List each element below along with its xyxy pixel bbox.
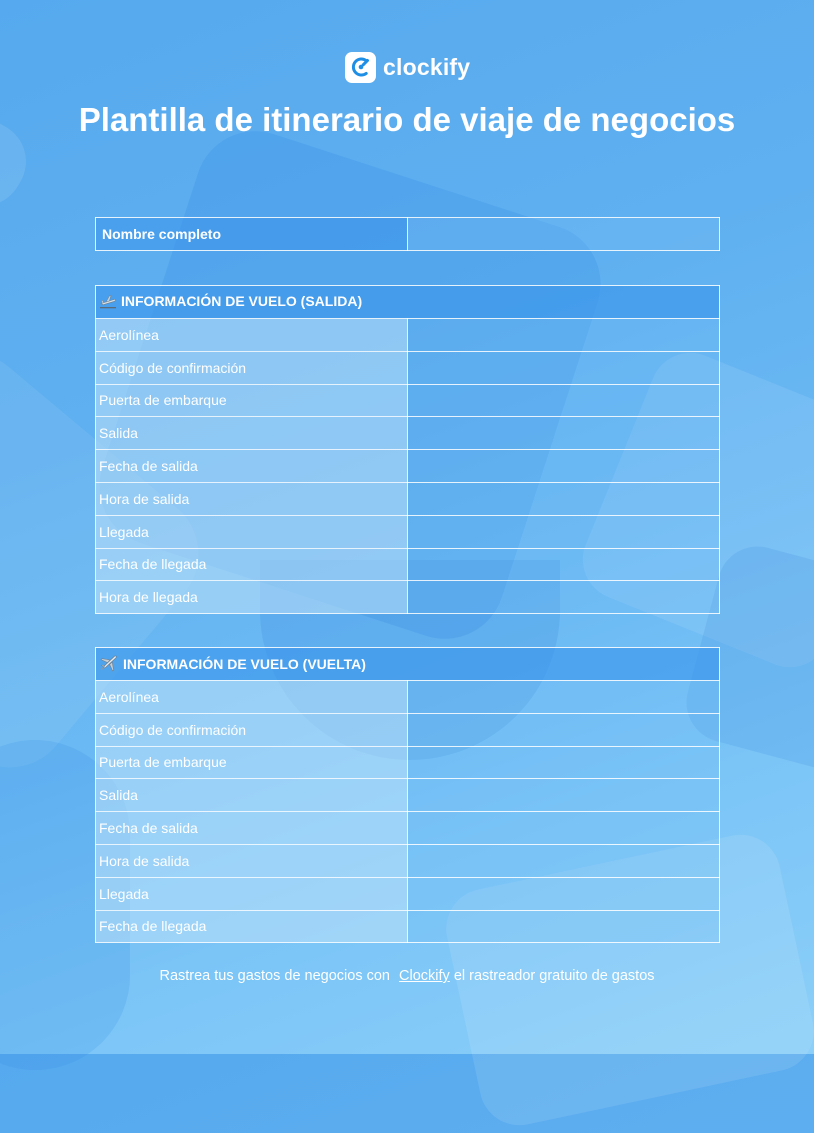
row-value-cell[interactable] <box>408 681 720 714</box>
footer <box>0 968 814 984</box>
table-row <box>96 515 720 548</box>
departure-flight-table <box>95 285 720 614</box>
row-value-cell[interactable] <box>408 581 720 614</box>
row-value-cell[interactable] <box>408 779 720 812</box>
name-table <box>95 217 720 251</box>
clockify-link[interactable]: Clockify <box>399 968 450 984</box>
table-row <box>96 384 720 417</box>
row-label: Llegada <box>96 877 408 910</box>
row-label: Puerta de embarque <box>96 384 408 417</box>
return-flight-table <box>95 647 720 943</box>
table-row <box>96 877 720 910</box>
row-value-cell[interactable] <box>408 384 720 417</box>
table-row <box>96 319 720 352</box>
table-row <box>96 417 720 450</box>
table-row <box>96 812 720 845</box>
table-row <box>96 482 720 515</box>
row-label: Código de confirmación <box>96 351 408 384</box>
table-row <box>96 581 720 614</box>
table-row <box>96 746 720 779</box>
return-heading-text: INFORMACIÓN DE VUELO (VUELTA) <box>123 655 366 672</box>
section-header <box>96 286 720 319</box>
airplane-departure-icon <box>99 293 117 312</box>
row-label: Aerolínea <box>96 681 408 714</box>
brand-logo <box>345 51 470 83</box>
table-row <box>96 779 720 812</box>
row-label: Fecha de llegada <box>96 910 408 943</box>
page-title: Plantilla de itinerario de viaje de negocios <box>78 101 736 138</box>
departure-heading-text: INFORMACIÓN DE VUELO (SALIDA) <box>121 292 363 309</box>
row-label: Fecha de llegada <box>96 548 408 581</box>
table-row <box>96 351 720 384</box>
row-value-cell[interactable] <box>408 417 720 450</box>
table-row <box>96 681 720 714</box>
return-section-heading <box>96 648 720 681</box>
table-row <box>96 450 720 483</box>
row-value-cell[interactable] <box>408 713 720 746</box>
full-name-label: Nombre completo <box>96 218 408 251</box>
row-value-cell[interactable] <box>408 844 720 877</box>
row-label: Código de confirmación <box>96 713 408 746</box>
departure-section-heading <box>96 286 720 319</box>
row-value-cell[interactable] <box>408 812 720 845</box>
clockify-logo-icon <box>345 52 376 83</box>
row-label: Salida <box>96 779 408 812</box>
row-value-cell[interactable] <box>408 319 720 352</box>
row-value-cell[interactable] <box>408 515 720 548</box>
table-row <box>96 218 720 251</box>
table-row <box>96 548 720 581</box>
row-label: Hora de salida <box>96 844 408 877</box>
table-row <box>96 910 720 943</box>
row-value-cell[interactable] <box>408 877 720 910</box>
row-value-cell[interactable] <box>408 450 720 483</box>
row-label: Aerolínea <box>96 319 408 352</box>
row-label: Hora de llegada <box>96 581 408 614</box>
section-header <box>96 648 720 681</box>
full-name-value-cell[interactable] <box>408 218 720 251</box>
airplane-icon <box>99 654 119 675</box>
row-label: Salida <box>96 417 408 450</box>
footer-text-after: el rastreador gratuito de gastos <box>449 968 655 984</box>
footer-text: Rastrea tus gastos de negocios con <box>159 968 390 984</box>
row-value-cell[interactable] <box>408 746 720 779</box>
row-label: Fecha de salida <box>96 812 408 845</box>
row-value-cell[interactable] <box>408 351 720 384</box>
table-row <box>96 713 720 746</box>
row-value-cell[interactable] <box>408 548 720 581</box>
row-label: Puerta de embarque <box>96 746 408 779</box>
row-value-cell[interactable] <box>408 910 720 943</box>
row-label: Llegada <box>96 515 408 548</box>
brand-name: clockify <box>383 53 471 80</box>
row-label: Hora de salida <box>96 482 408 515</box>
row-value-cell[interactable] <box>408 482 720 515</box>
row-label: Fecha de salida <box>96 450 408 483</box>
table-row <box>96 844 720 877</box>
